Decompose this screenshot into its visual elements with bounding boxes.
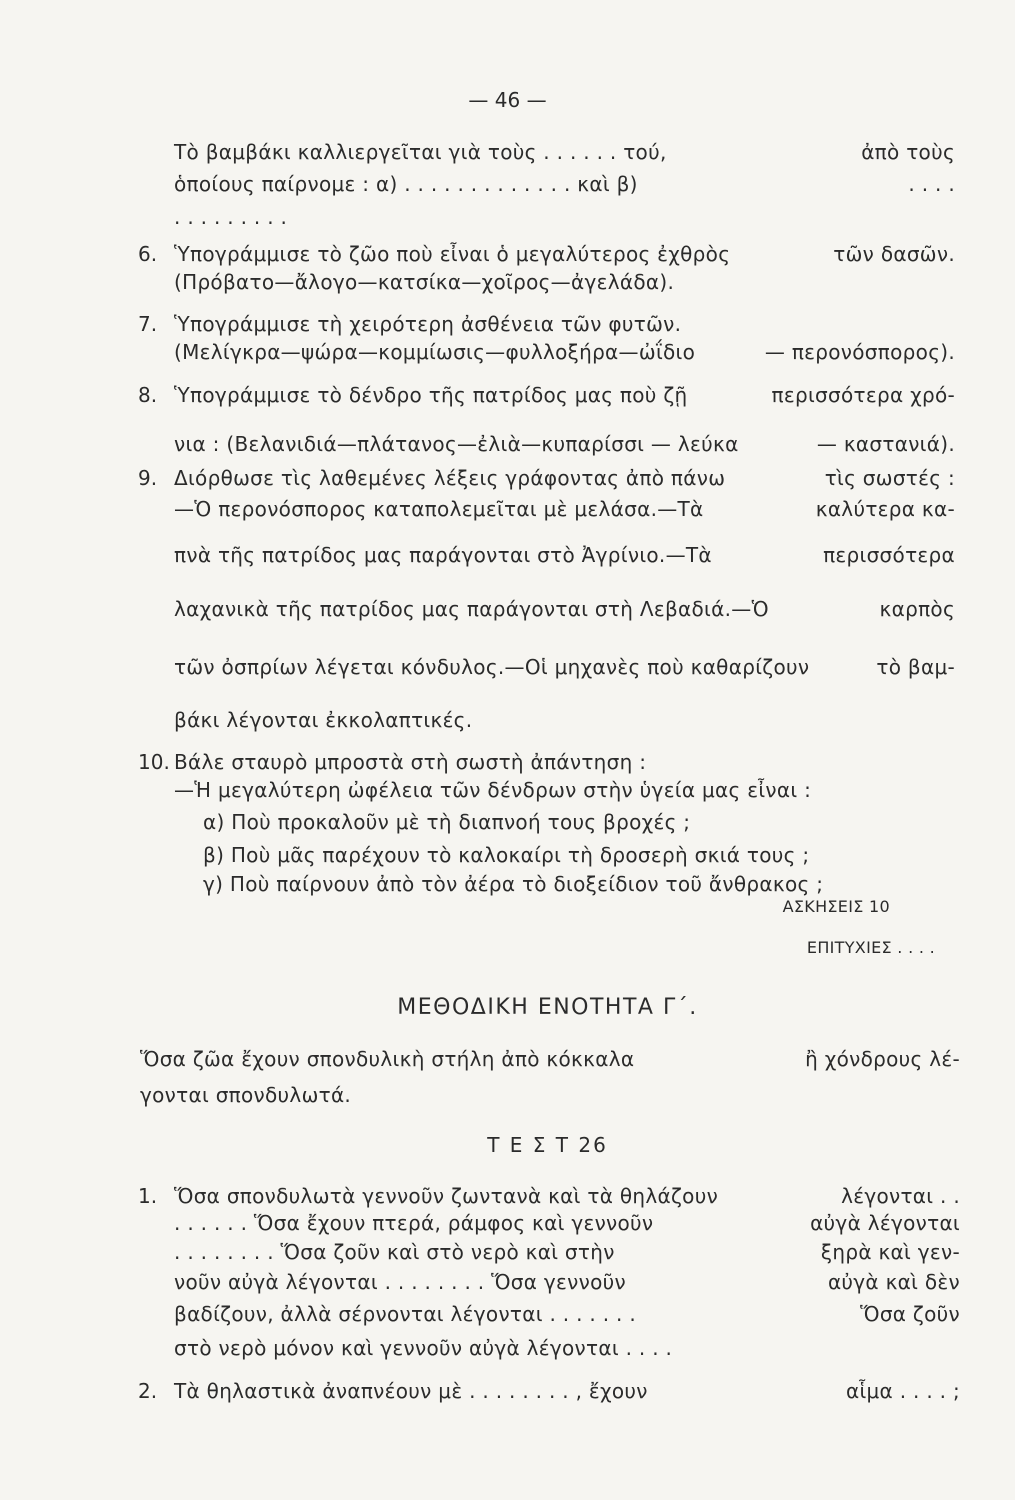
test-text: βαδίζουν, ἀλλὰ σέρνονται λέγονται . . . . . . . <box>174 1302 637 1326</box>
body-number: 9. <box>138 466 158 490</box>
body-text: Διόρθωσε τὶς λαθεμένες λέξεις γράφοντας ἀπὸ πάνω <box>174 466 726 490</box>
test-number: 1. <box>138 1184 158 1208</box>
body-line <box>174 270 674 294</box>
body-text: Βάλε σταυρὸ μπροστὰ στὴ σωστὴ ἀπάντηση : <box>174 750 647 774</box>
test-text: . . . . . . . . Ὅσα ζοῦν καὶ στὸ νερὸ καὶ στὴν <box>174 1240 615 1264</box>
body-text-end: καλύτερα κα- <box>815 497 955 521</box>
body-text: β) Ποὺ μᾶς παρέχουν τὸ καλοκαίρι τὴ δροσερὴ σκιά τους ; <box>203 843 810 867</box>
body-line <box>174 172 955 196</box>
test-text-end: Ὅσα ζοῦν <box>860 1302 960 1326</box>
body-text: Ὑπογράμμισε τὸ δένδρο τῆς πατρίδος μας ποὺ ζῇ <box>174 383 688 407</box>
body-line <box>174 597 955 621</box>
intro-line <box>140 1083 351 1107</box>
body-text-end: περισσότερα <box>823 543 955 567</box>
section-title: ΜΕΘΟΔΙΚΗ ΕΝΟΤΗΤΑ Γ΄. <box>397 995 698 1020</box>
body-text: Ὑπογράμμισε τὸ ζῶο ποὺ εἶναι ὁ μεγαλύτερος ἐχθρὸς <box>174 242 731 266</box>
body-line <box>174 778 811 802</box>
test-line <box>174 1184 960 1208</box>
successes-count: ΕΠΙΤΥΧΙΕΣ . . . . <box>806 938 935 957</box>
test-text: νοῦν αὐγὰ λέγονται . . . . . . . . Ὅσα γεννοῦν <box>174 1270 626 1294</box>
body-text: (Μελίγκρα—ψώρα—κομμίωσις—φυλλοξήρα—ὠΐδιο <box>174 340 696 364</box>
test-text: Ὅσα σπονδυλωτὰ γεννοῦν ζωντανὰ καὶ τὰ θηλάζουν <box>174 1184 719 1208</box>
body-line <box>174 383 955 407</box>
body-line <box>174 205 287 229</box>
body-line <box>174 140 955 164</box>
body-number: 6. <box>138 242 158 266</box>
body-text: . . . . . . . . . <box>174 205 288 229</box>
test-number: 2. <box>138 1379 158 1403</box>
exercises-count: ΑΣΚΗΣΕΙΣ 10 <box>782 897 890 916</box>
body-line <box>203 843 809 867</box>
body-line <box>174 340 955 364</box>
body-text-end: . . . . <box>908 172 955 196</box>
test-line <box>174 1336 672 1360</box>
body-number: 8. <box>138 383 158 407</box>
body-text: ὁποίους παίρνομε : α) . . . . . . . . . . . . . καὶ β) <box>174 172 638 196</box>
body-line <box>174 750 646 774</box>
body-text-end: καρπὸς <box>879 597 955 621</box>
test-text: . . . . . . Ὅσα ἔχουν πτερά, ράμφος καὶ γεννοῦν <box>174 1211 654 1235</box>
body-text-end: τῶν δασῶν. <box>833 242 955 266</box>
body-text: πνὰ τῆς πατρίδος μας παράγονται στὸ Ἀγρίνιο.—Τὰ <box>174 543 712 567</box>
body-text: α) Ποὺ προκαλοῦν μὲ τὴ διαπνοή τους βροχές ; <box>203 810 691 834</box>
body-text: Τὸ βαμβάκι καλλιεργεῖται γιὰ τοὺς . . . . . . τού, <box>174 140 667 164</box>
body-line <box>174 432 955 456</box>
body-line <box>174 655 955 679</box>
body-line <box>203 810 690 834</box>
test-line <box>174 1240 960 1264</box>
body-text: (Πρόβατο—ἄλογο—κατσίκα—χοῖρος—ἀγελάδα). <box>174 270 675 294</box>
body-text: βάκι λέγονται ἐκκολαπτικές. <box>174 708 473 732</box>
test-title: Τ Ε Σ Τ 26 <box>487 1133 608 1157</box>
intro-text: Ὅσα ζῶα ἔχουν σπονδυλικὴ στήλη ἀπὸ κόκκαλα <box>140 1047 635 1071</box>
intro-text: γονται σπονδυλωτά. <box>140 1083 352 1107</box>
body-text: —Ἡ μεγαλύτερη ὠφέλεια τῶν δένδρων στὴν ὑγεία μας εἶναι : <box>174 778 812 802</box>
body-text: —Ὁ περονόσπορος καταπολεμεῖται μὲ μελάσα.—Τὰ <box>174 497 704 521</box>
test-text-end: αἷμα . . . . ; <box>845 1379 960 1403</box>
body-text: Ὑπογράμμισε τὴ χειρότερη ἀσθένεια τῶν φυτῶν. <box>174 312 682 336</box>
test-text-end: αὐγὰ λέγονται <box>810 1211 960 1235</box>
body-text: τῶν ὀσπρίων λέγεται κόνδυλος.—Οἱ μηχανὲς ποὺ καθαρίζουν <box>174 655 810 679</box>
body-text-end: περισσότερα χρό- <box>771 383 955 407</box>
test-line <box>174 1211 960 1235</box>
intro-line <box>140 1047 960 1071</box>
test-text-end: ξηρὰ καὶ γεν- <box>820 1240 960 1264</box>
body-line <box>174 497 955 521</box>
body-line <box>174 312 681 336</box>
body-line <box>174 242 955 266</box>
test-text: Τὰ θηλαστικὰ ἀναπνέουν μὲ . . . . . . . . , ἔχουν <box>174 1379 648 1403</box>
body-text: γ) Ποὺ παίρνουν ἀπὸ τὸν ἀέρα τὸ διοξείδιον τοῦ ἄνθρακος ; <box>203 872 824 896</box>
intro-text-end: ἢ χόνδρους λέ- <box>805 1047 960 1071</box>
test-line <box>174 1379 960 1403</box>
body-text-end: τὸ βαμ- <box>876 655 955 679</box>
body-number: 7. <box>138 312 158 336</box>
test-text-end: αὐγὰ καὶ δὲν <box>827 1270 960 1294</box>
body-line <box>174 543 955 567</box>
body-line <box>174 708 472 732</box>
body-text-end: ἀπὸ τοὺς <box>861 140 955 164</box>
body-text-end: — περονόσπορος). <box>764 340 955 364</box>
page-number: — 46 — <box>468 88 547 112</box>
body-text-end: τὶς σωστές : <box>824 466 955 490</box>
test-line <box>174 1270 960 1294</box>
body-text-end: — καστανιά). <box>816 432 955 456</box>
body-text: νια : (Βελανιδιά—πλάτανος—ἐλιὰ—κυπαρίσσι — λεύκα <box>174 432 739 456</box>
body-line <box>174 466 955 490</box>
test-line <box>174 1302 960 1326</box>
body-text: λαχανικὰ τῆς πατρίδος μας παράγονται στὴ Λεβαδιά.—Ὁ <box>174 597 769 621</box>
test-text: στὸ νερὸ μόνον καὶ γεννοῦν αὐγὰ λέγονται . . . . <box>174 1336 673 1360</box>
test-text-end: λέγονται . . <box>841 1184 960 1208</box>
body-number: 10. <box>138 750 170 774</box>
body-line <box>203 872 823 896</box>
